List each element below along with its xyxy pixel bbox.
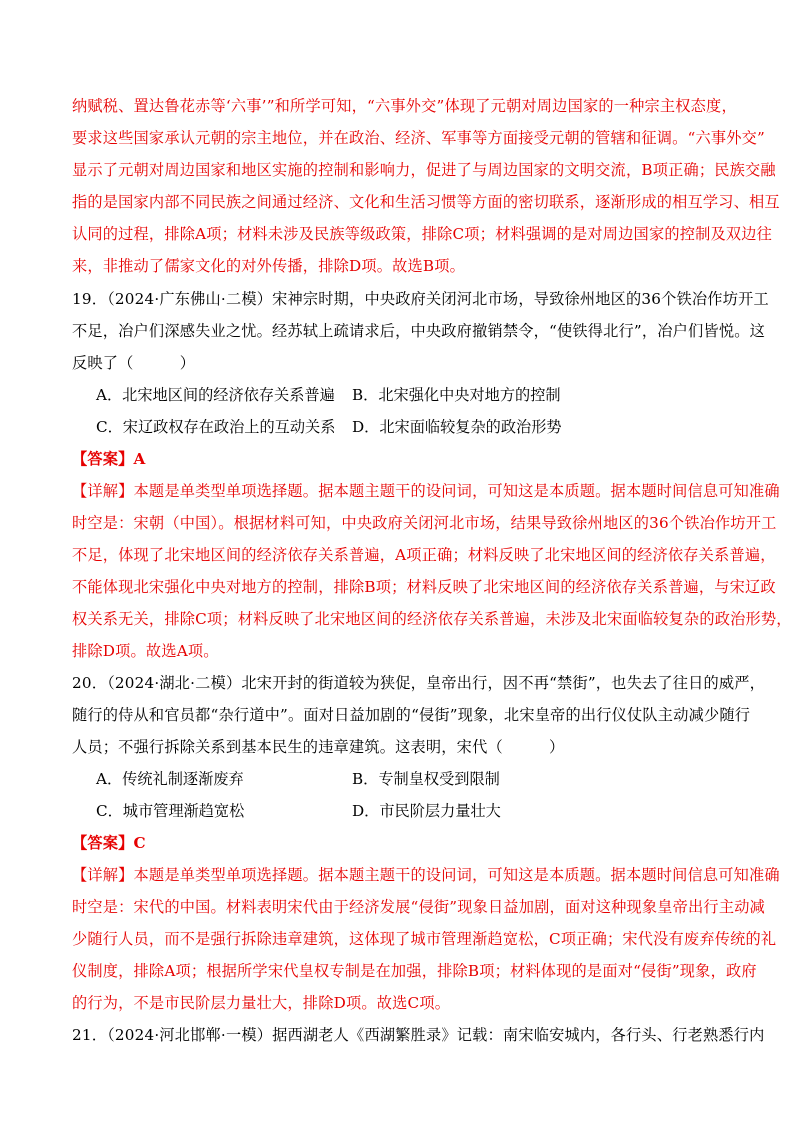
question-20-stem: 人员；不强行拆除关系到基本民生的违章建筑。这表明，宋代（ ）: [72, 738, 565, 756]
explanation-line: 时空是：宋代的中国。材料表明宋代由于经济发展“侵街”现象日益加剧，面对这种现象皇帝出行主动减: [72, 898, 765, 916]
question-19-stem: 19．（2024·广东佛山·二模）宋神宗时期，中央政府关闭河北市场，导致徐州地区的36个铁冶作坊开工: [72, 290, 769, 308]
explanation-line: 不能体现北宋强化中央对地方的控制，排除B项；材料反映了北宋地区间的经济依存关系普遍，与宋辽政: [72, 578, 776, 596]
explanation-line: 时空是：宋朝（中国）。根据材料可知，中央政府关闭河北市场，结果导致徐州地区的36个铁冶作坊开工: [72, 514, 777, 532]
question-19-stem: 反映了（ ）: [72, 354, 196, 372]
explanation-18-line: 指的是国家内部不同民族之间通过经济、文化和生活习惯等方面的密切联系，逐渐形成的相互学习、相互: [72, 193, 780, 211]
question-20-stem: 随行的侍从和官员都“杂行道中”。面对日益加剧的“侵街”现象，北宋皇帝的出行仪仗队主动减少随行: [72, 706, 751, 724]
answer-label: 【答案】A: [72, 450, 146, 468]
option-b: B．专制皇权受到限制: [352, 770, 500, 788]
option-a: A．传统礼制逐渐废弃: [96, 770, 244, 788]
explanation-18-line: 来，非推动了儒家文化的对外传播，排除D项。故选B项。: [72, 257, 466, 275]
option-c: C．宋辽政权存在政治上的互动关系: [96, 418, 336, 436]
option-d: D．市民阶层力量壮大: [352, 802, 501, 820]
explanation-18-line: 认同的过程，排除A项；材料未涉及民族等级政策，排除C项；材料强调的是对周边国家的控制及双边往: [72, 225, 773, 243]
explanation-line: 仪制度，排除A项；根据所学宋代皇权专制是在加强，排除B项；材料体现的是面对“侵街”现象，政府: [72, 962, 757, 980]
explanation-line: 【详解】本题是单类型单项选择题。据本题主题干的设问词，可知这是本质题。据本题时间信息可知准确: [72, 482, 780, 500]
explanation-line: 的行为，不是市民阶层力量壮大，排除D项。故选C项。: [72, 994, 451, 1012]
explanation-18-line: 显示了元朝对周边国家和地区实施的控制和影响力，促进了与周边国家的文明交流，B项正确；民族交融: [72, 161, 776, 179]
explanation-line: 权关系无关，排除C项；材料反映了北宋地区间的经济依存关系普遍，未涉及北宋面临较复杂的政治形势，: [72, 610, 792, 628]
question-21-stem: 21．（2024·河北邯郸·一模）据西湖老人《西湖繁胜录》记载：南宋临安城内，各行头、行老熟悉行内: [72, 1026, 765, 1044]
question-19-stem: 不足，冶户们深感失业之忧。经苏轼上疏请求后，中央政府撤销禁令，“使铁得北行”，冶户们皆悦。这: [72, 322, 765, 340]
option-c: C．城市管理渐趋宽松: [96, 802, 245, 820]
answer-label: 【答案】C: [72, 834, 146, 852]
option-a: A．北宋地区间的经济依存关系普遍: [96, 386, 335, 404]
explanation-18-line: 纳赋税、置达鲁花赤等‘六事’”和所学可知，“六事外交”体现了元朝对周边国家的一种宗主权态度，: [72, 97, 737, 115]
explanation-18-line: 要求这些国家承认元朝的宗主地位，并在政治、经济、军事等方面接受元朝的管辖和征调。“六事外交”: [72, 129, 765, 147]
explanation-line: 【详解】本题是单类型单项选择题。据本题主题干的设问词，可知这是本质题。据本题时间信息可知准确: [72, 866, 780, 884]
explanation-line: 排除D项。故选A项。: [72, 642, 219, 660]
option-d: D．北宋面临较复杂的政治形势: [352, 418, 562, 436]
explanation-line: 少随行人员，而不是强行拆除违章建筑，这体现了城市管理渐趋宽松，C项正确；宋代没有废弃传统的礼: [72, 930, 777, 948]
option-b: B．北宋强化中央对地方的控制: [352, 386, 561, 404]
question-20-stem: 20．（2024·湖北·二模）北宋开封的街道较为狭促，皇帝出行，因不再“禁街”，也失去了往日的威严，: [72, 674, 766, 692]
explanation-line: 不足，体现了北宋地区间的经济依存关系普遍，A项正确；材料反映了北宋地区间的经济依存关系普遍，: [72, 546, 776, 564]
